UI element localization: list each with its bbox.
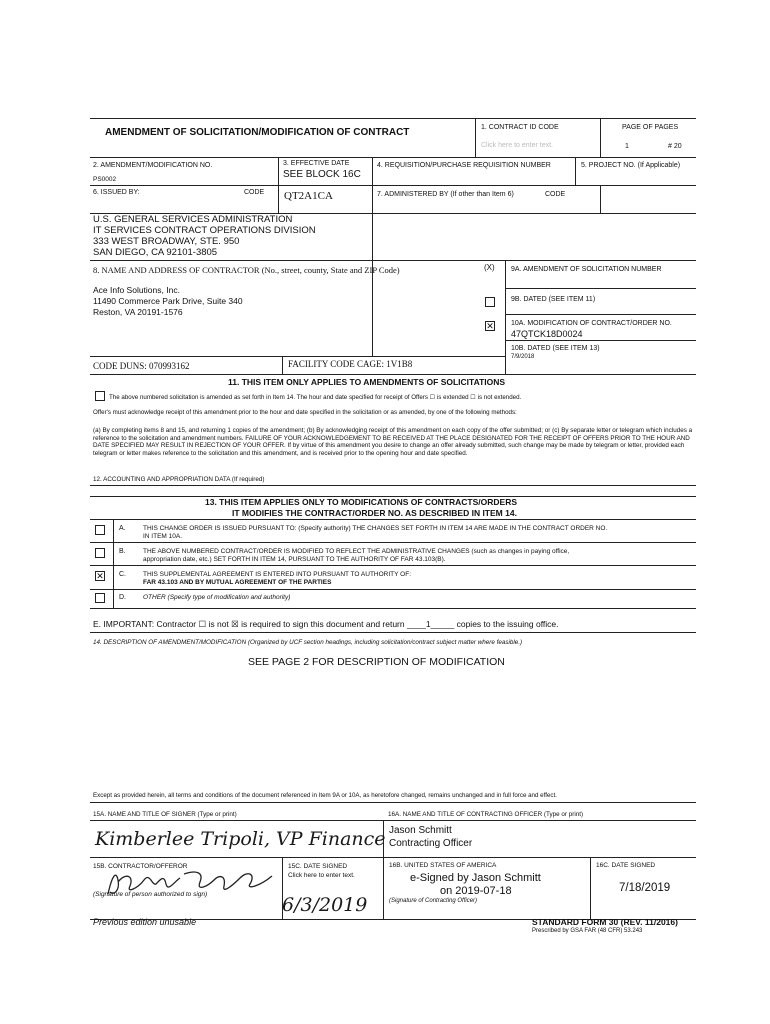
page-number: 1 — [625, 143, 629, 150]
item-15c-label: 15C. DATE SIGNED — [288, 863, 348, 870]
section-13-subtitle: IT MODIFIES THE CONTRACT/ORDER NO. AS DESCRIBED IN ITEM 14. — [232, 508, 517, 518]
item-9b-label: 9B. DATED (SEE ITEM 11) — [511, 296, 596, 303]
option-b-text-2: appropriation date, etc.) SET FORTH IN ITEM 14, PURSUANT TO THE AUTHORITY OF FAR 43.103(B). — [143, 556, 446, 563]
amend-no-value: PS0002 — [93, 176, 117, 183]
amend-no-label: 2. AMENDMENT/MODIFICATION NO. — [93, 162, 213, 169]
option-c-letter: C. — [119, 571, 126, 578]
section-13-title: 13. THIS ITEM APPLIES ONLY TO MODIFICATIONS OF CONTRACTS/ORDERS — [205, 497, 518, 507]
item-12-label: 12. ACCOUNTING AND APPROPRIATION DATA (If required) — [93, 476, 265, 483]
item-10a-value: 47QTCK18D0024 — [511, 329, 583, 339]
option-b-letter: B. — [119, 548, 126, 555]
item-10a-label: 10A. MODIFICATION OF CONTRACT/ORDER NO. — [511, 320, 672, 327]
prescribed-by: Prescribed by GSA FAR (48 CFR) 53.243 — [532, 928, 643, 934]
item-10b-value: 7/9/2018 — [511, 354, 535, 360]
option-a-text: THIS CHANGE ORDER IS ISSUED PURSUANT TO: (Specify authority) THE CHANGES SET FORTH IN ITEM 14 ARE MADE IN THE CONTRACT ORDER NO. — [143, 525, 608, 532]
option-c-text-2: FAR 43.103 AND BY MUTUAL AGREEMENT OF THE PARTIES — [143, 579, 332, 586]
option-b-text: THE ABOVE NUMBERED CONTRACT/ORDER IS MODIFIED TO REFLECT THE ADMINISTRATIVE CHANGES (such as changes in paying office, — [143, 548, 570, 555]
item-15b-note: (Signature of person authorized to sign) — [93, 891, 208, 898]
sec11-extend-checkbox[interactable] — [95, 391, 105, 401]
item-16a-label: 16A. NAME AND TITLE OF CONTRACTING OFFICER (Type or print) — [388, 811, 584, 818]
effective-date-value: SEE BLOCK 16C — [283, 169, 361, 180]
item-14-label: 14. DESCRIPTION OF AMENDMENT/MODIFICATION (Organized by UCF section headings, including solicitation/contract subject matter where feasible.) — [93, 639, 523, 646]
issued-by-label: 6. ISSUED BY: — [93, 189, 140, 196]
esign-line-2: on 2019-07-18 — [440, 885, 512, 897]
option-d-checkbox[interactable] — [95, 593, 105, 603]
see-page-2: SEE PAGE 2 FOR DESCRIPTION OF MODIFICATION — [248, 656, 505, 668]
facility-code: FACILITY CODE CAGE: 1V1B8 — [288, 359, 413, 369]
contract-id-label: 1. CONTRACT ID CODE — [481, 124, 559, 131]
item-15c-input[interactable]: Click here to enter text. — [288, 872, 355, 879]
duns-code: CODE DUNS: 070993162 — [93, 361, 190, 371]
item-16c-label: 16C. DATE SIGNED — [596, 862, 656, 869]
officer-title: Contracting Officer — [389, 838, 473, 849]
section-11-title: 11. THIS ITEM ONLY APPLIES TO AMENDMENTS OF SOLICITATIONS — [228, 377, 506, 387]
contractor-address: Ace Info Solutions, Inc. 11490 Commerce Park Drive, Suite 340 Reston, VA 20191-1576 — [93, 285, 243, 317]
standard-form-30: STANDARD FORM 30 (REV. 11/2016) — [532, 917, 678, 927]
option-d-letter: D. — [119, 594, 126, 601]
item-15a-label: 15A. NAME AND TITLE OF SIGNER (Type or print) — [93, 811, 237, 818]
option-d-text: OTHER (Specify type of modification and authority) — [143, 594, 291, 601]
x-column-label: (X) — [484, 263, 495, 272]
except-clause: Except as provided herein, all terms and conditions of the document referenced in Item 9A or 10A, as heretofore changed, remains unchanged and in full force and effect. — [93, 792, 557, 799]
issuer-address: U.S. GENERAL SERVICES ADMINISTRATION IT SERVICES CONTRACT OPERATIONS DIVISION 333 WEST BROADWAY, STE. 950 SAN DIEGO, CA 92101-3805 — [93, 214, 316, 258]
item-16b-note: (Signature of Contracting Officer) — [389, 898, 478, 904]
officer-name: Jason Schmitt — [389, 825, 452, 836]
option-c-text: THIS SUPPLEMENTAL AGREEMENT IS ENTERED INTO PURSUANT TO AUTHORITY OF: — [143, 571, 411, 578]
option-a-letter: A. — [119, 525, 126, 532]
contract-id-input[interactable]: Click here to enter text. — [481, 142, 553, 149]
item-10b-label: 10B. DATED (SEE ITEM 13) — [511, 345, 600, 352]
option-a-checkbox[interactable] — [95, 525, 105, 535]
option-b-checkbox[interactable] — [95, 548, 105, 558]
signer-name: Kimberlee Tripoli, VP Finance — [95, 828, 386, 850]
page-label: PAGE OF PAGES — [622, 124, 679, 131]
project-label: 5. PROJECT NO. (If Applicable) — [581, 162, 681, 169]
page-total: # 20 — [668, 143, 682, 150]
item-15b-label: 15B. CONTRACTOR/OFFEROR — [93, 863, 188, 870]
important-notice: E. IMPORTANT: Contractor ☐ is not ☒ is required to sign this document and return ____1_____ copies to the issuing office. — [93, 619, 559, 629]
administered-label: 7. ADMINISTERED BY (If other than Item 6) — [377, 191, 514, 198]
option-a-text-2: IN ITEM 10A. — [143, 533, 183, 540]
issued-code-label: CODE — [244, 189, 265, 196]
item-9a-label: 9A. AMENDMENT OF SOLICITATION NUMBER — [511, 266, 662, 273]
section-11-line2: Offer's must acknowledge receipt of this amendment prior to the hour and date specified in the solicitation or as amended, by one of the following methods: — [93, 409, 517, 416]
issued-code-value: QT2A1CA — [284, 190, 333, 202]
requisition-label: 4. REQUISITION/PURCHASE REQUISITION NUMBER — [377, 162, 551, 169]
option-c-checkbox[interactable]: ✕ — [96, 571, 104, 581]
admin-code-label: CODE — [545, 191, 566, 198]
effective-date-label: 3. EFFECTIVE DATE — [283, 160, 350, 167]
handwritten-date: 6/3/2019 — [282, 894, 368, 916]
item-10a-checkbox[interactable]: ✕ — [486, 321, 494, 331]
esign-line-1: e-Signed by Jason Schmitt — [410, 872, 541, 884]
item-9b-checkbox[interactable] — [485, 297, 495, 307]
form-title: AMENDMENT OF SOLICITATION/MODIFICATION OF CONTRACT — [105, 127, 410, 138]
section-11-paragraph: (a) By completing items 8 and 15, and returning 1 copies of the amendment; (b) By acknowledging receipt of this amendment on each copy of the offer submitted; or (c) By separate letter or telegram which includes a reference to the solicitation and amendment numbers. FAILURE OF YOUR ACKNOWLEDGEMENT TO BE RECEIVED AT THE PLACE DESIGNATED FOR THE RECEIPT OF OFFERS PRIOR TO THE HOUR AND DATE SPECIFIED MAY RESULT IN REJECTION OF YOUR OFFER. If by virtue of this amendment you desire to change an offer already submitted, such change may be made by telegram or letter, provided each telegram or letter makes reference to the solicitation and this amendment, and is received prior to the opening hour and date specified. — [93, 427, 693, 457]
section-11-line1: The above numbered solicitation is amended as set forth in Item 14. The hour and date specified for receipt of Offers ☐ is extended ☐ is not extended. — [109, 394, 522, 401]
item-16c-value: 7/18/2019 — [619, 882, 671, 894]
previous-edition-note: Previous edition unusable — [93, 917, 197, 927]
item-16b-label: 16B. UNITED STATES OF AMERICA — [389, 862, 497, 869]
contractor-label: 8. NAME AND ADDRESS OF CONTRACTOR (No., street, county, State and ZIP Code) — [93, 265, 400, 275]
